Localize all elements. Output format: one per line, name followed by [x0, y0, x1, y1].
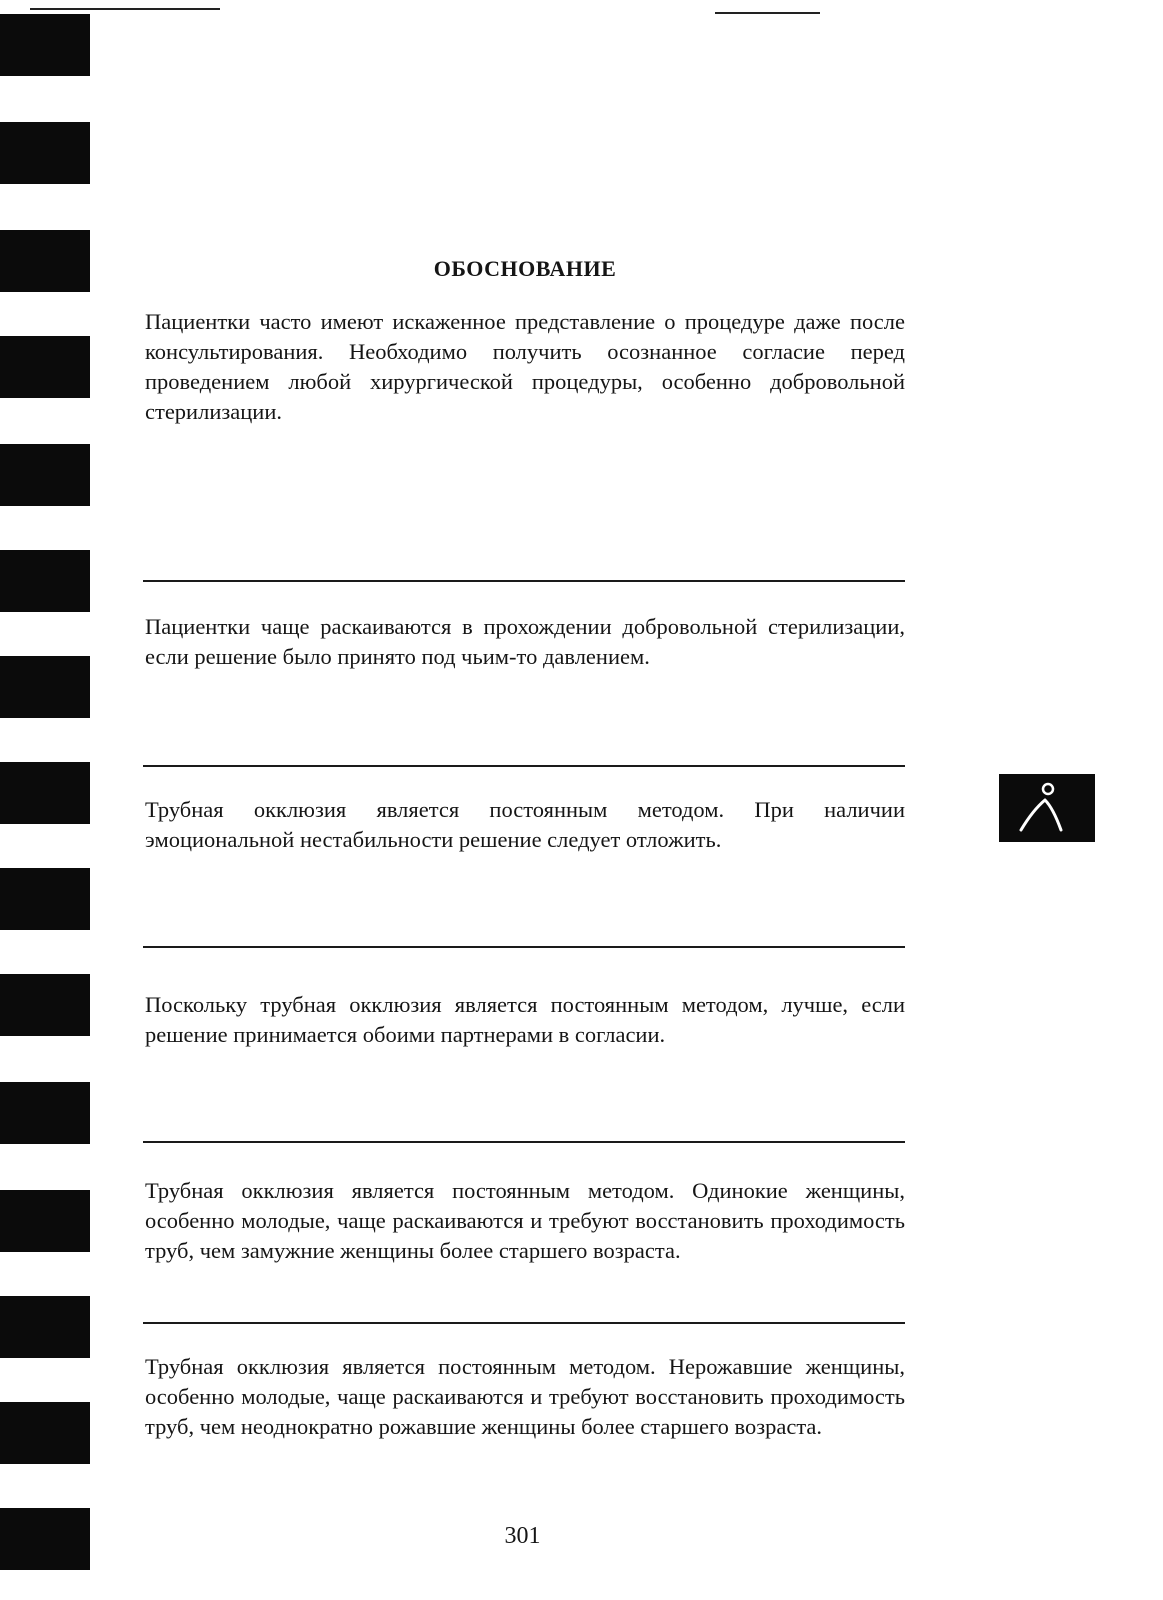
paragraph: Трубная окклюзия является постоянным методом. При наличии эмоциональной нестабильности решение следует отложить. [145, 797, 905, 852]
binding-block [0, 230, 90, 292]
binding-block [0, 1296, 90, 1358]
binding-block [0, 444, 90, 506]
scan-line [30, 8, 220, 10]
binding-block [0, 974, 90, 1036]
binding-block [0, 122, 90, 184]
divider [143, 1322, 905, 1324]
binding-block [0, 868, 90, 930]
paragraph: Пациентки часто имеют искаженное представление о процедуре даже после консультирования. Необходимо получить осознанное согласие перед проведением любой хирургической процедуры, особенно добровольной стерилизации. [145, 309, 905, 424]
divider [143, 580, 905, 582]
binding-block [0, 14, 90, 76]
paragraph: Трубная окклюзия является постоянным методом. Нерожавшие женщины, особенно молодые, чаще раскаиваются и требуют восстановить проходимость труб, чем неоднократно рожавшие женщины более старшего возраста. [145, 1354, 905, 1439]
paragraph: Пациентки чаще раскаиваются в прохождении добровольной стерилизации, если решение было принято под чьим-то давлением. [145, 614, 905, 669]
divider [143, 765, 905, 767]
paragraph: Трубная окклюзия является постоянным методом. Одинокие женщины, особенно молодые, чаще раскаиваются и требуют восстановить проходимость труб, чем замужние женщины более старшего возраста. [145, 1178, 905, 1263]
binding-block [0, 1082, 90, 1144]
binding-block [0, 1190, 90, 1252]
page-number: 301 [504, 1523, 541, 1549]
divider [143, 1141, 905, 1143]
paragraph: Поскольку трубная окклюзия является постоянным методом, лучше, если решение принимается обоими партнерами в согласии. [145, 992, 905, 1047]
divider [143, 946, 905, 948]
binding-block [0, 656, 90, 718]
person-tab-icon [999, 774, 1095, 842]
binding-block [0, 336, 90, 398]
binding-block [0, 1402, 90, 1464]
binding-block [0, 762, 90, 824]
scan-line [715, 12, 820, 14]
binding-block [0, 550, 90, 612]
page-title: ОБОСНОВАНИЕ [433, 256, 617, 281]
